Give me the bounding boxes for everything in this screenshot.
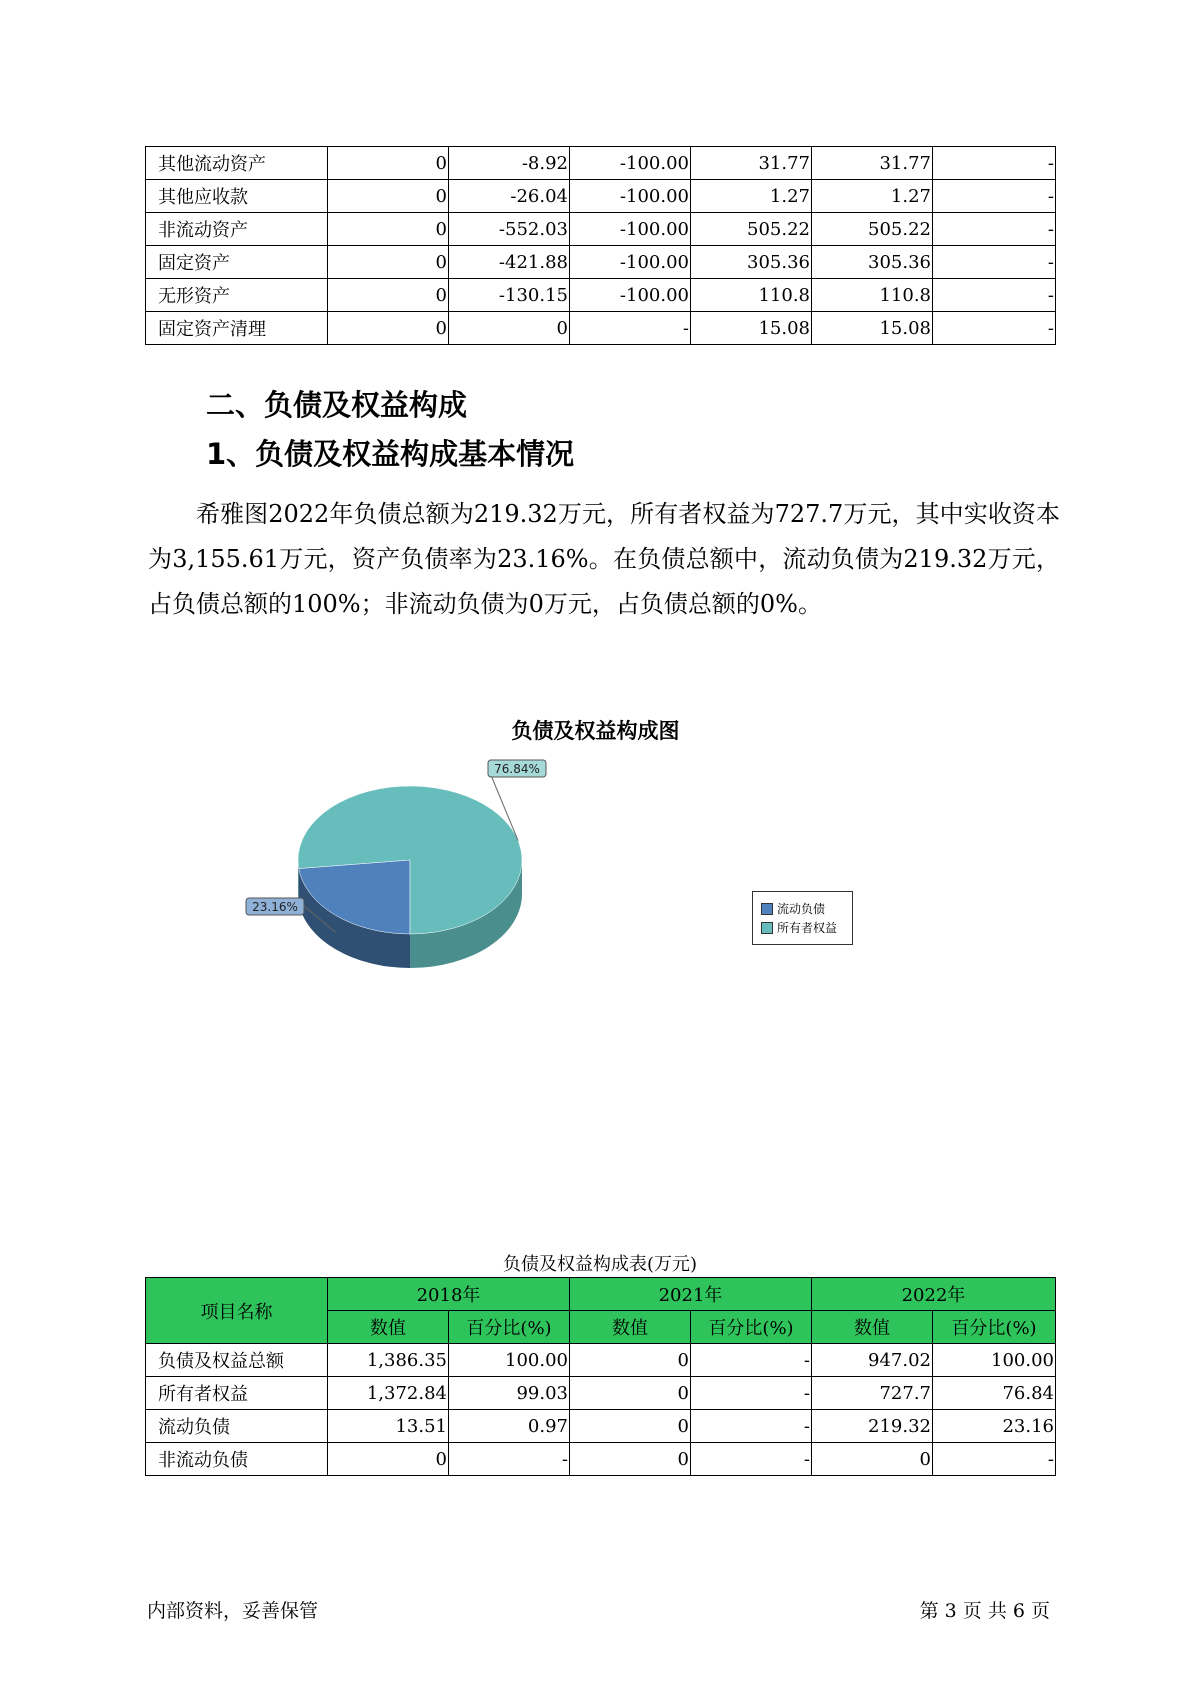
cell-value: -: [933, 246, 1056, 279]
legend-item-current-liabilities: [761, 900, 825, 917]
cell-value: -: [691, 1377, 812, 1410]
cell-value: -130.15: [449, 279, 570, 312]
row-label: 非流动负债: [146, 1443, 328, 1476]
row-label: 流动负债: [146, 1410, 328, 1443]
cell-value: -: [449, 1443, 570, 1476]
cell-value: 0: [328, 279, 449, 312]
cell-value: 0: [570, 1377, 691, 1410]
header-value: 数值: [570, 1311, 691, 1344]
row-label: 其他流动资产: [146, 147, 328, 180]
header-year: 2018年: [328, 1278, 570, 1311]
cell-value: -100.00: [570, 147, 691, 180]
cell-value: 110.8: [812, 279, 933, 312]
cell-value: 0: [328, 180, 449, 213]
cell-value: 0: [570, 1410, 691, 1443]
cell-value: -: [933, 1443, 1056, 1476]
header-percent: 百分比(%): [449, 1311, 570, 1344]
cell-value: 100.00: [933, 1344, 1056, 1377]
table-row: [146, 1377, 1056, 1410]
cell-value: 15.08: [691, 312, 812, 345]
cell-value: 0: [328, 213, 449, 246]
table-row: [146, 246, 1056, 279]
cell-value: -100.00: [570, 180, 691, 213]
header-percent: 百分比(%): [691, 1311, 812, 1344]
data-label: 23.16%: [252, 900, 298, 914]
header-value: 数值: [812, 1311, 933, 1344]
cell-value: 0: [328, 1443, 449, 1476]
cell-value: 0: [449, 312, 570, 345]
section-subheading: 1、负债及权益构成基本情况: [206, 437, 575, 471]
legend-swatch: [761, 922, 773, 934]
table-row: [146, 213, 1056, 246]
header-year: 2021年: [570, 1278, 812, 1311]
data-label: 76.84%: [494, 762, 540, 776]
header-year: 2022年: [812, 1278, 1056, 1311]
cell-value: 15.08: [812, 312, 933, 345]
cell-value: 23.16: [933, 1410, 1056, 1443]
cell-value: 505.22: [812, 213, 933, 246]
cell-value: 31.77: [812, 147, 933, 180]
cell-value: 100.00: [449, 1344, 570, 1377]
header-item-name: 项目名称: [146, 1278, 328, 1344]
cell-value: -100.00: [570, 213, 691, 246]
footer-left: 内部资料，妥善保管: [147, 1600, 319, 1622]
cell-value: -: [691, 1344, 812, 1377]
cell-value: 110.8: [691, 279, 812, 312]
cell-value: 0.97: [449, 1410, 570, 1443]
table-row: [146, 1410, 1056, 1443]
cell-value: 99.03: [449, 1377, 570, 1410]
header-value: 数值: [328, 1311, 449, 1344]
header-percent: 百分比(%): [933, 1311, 1056, 1344]
cell-value: -: [933, 213, 1056, 246]
cell-value: 305.36: [691, 246, 812, 279]
cell-value: 76.84: [933, 1377, 1056, 1410]
legend-item-equity: [761, 919, 837, 936]
cell-value: -: [933, 279, 1056, 312]
cell-value: 0: [328, 312, 449, 345]
row-label: 无形资产: [146, 279, 328, 312]
summary-paragraph: [148, 492, 1060, 627]
legend-label: 流动负债: [777, 902, 826, 916]
chart-legend: [752, 891, 853, 945]
cell-value: -8.92: [449, 147, 570, 180]
table-caption: 负债及权益构成表(万元): [502, 1254, 698, 1275]
row-label: 所有者权益: [146, 1377, 328, 1410]
table-row: [146, 1344, 1056, 1377]
page-number: 第 3 页 共 6 页: [919, 1600, 1050, 1622]
cell-value: 13.51: [328, 1410, 449, 1443]
cell-value: 0: [570, 1344, 691, 1377]
cell-value: -: [691, 1443, 812, 1476]
table-row: [146, 180, 1056, 213]
cell-value: 947.02: [812, 1344, 933, 1377]
cell-value: 0: [812, 1443, 933, 1476]
cell-value: 505.22: [691, 213, 812, 246]
cell-value: -26.04: [449, 180, 570, 213]
asset-table: [145, 146, 1056, 345]
cell-value: -421.88: [449, 246, 570, 279]
cell-value: -: [933, 147, 1056, 180]
cell-value: 1,372.84: [328, 1377, 449, 1410]
cell-value: 0: [328, 246, 449, 279]
cell-value: -: [933, 312, 1056, 345]
section-heading: 二、负债及权益构成: [206, 388, 468, 422]
table-row: [146, 1443, 1056, 1476]
cell-value: 727.7: [812, 1377, 933, 1410]
cell-value: 219.32: [812, 1410, 933, 1443]
cell-value: 31.77: [691, 147, 812, 180]
row-label: 固定资产: [146, 246, 328, 279]
row-label: 其他应收款: [146, 180, 328, 213]
cell-value: -100.00: [570, 246, 691, 279]
cell-value: 0: [570, 1443, 691, 1476]
cell-value: -: [933, 180, 1056, 213]
summary-text: 希雅图2022年负债总额为219.32万元，所有者权益为727.7万元，其中实收资本为3,155.61万元，资产负债率为23.16%。在负债总额中，流动负债为219.32万元，占负债总额的100%；非流动负债为0万元，占负债总额的0%。: [148, 500, 1060, 618]
legend-label: 所有者权益: [777, 921, 838, 935]
cell-value: -552.03: [449, 213, 570, 246]
row-label: 非流动资产: [146, 213, 328, 246]
table-row: [146, 279, 1056, 312]
cell-value: 0: [328, 147, 449, 180]
cell-value: 1,386.35: [328, 1344, 449, 1377]
legend-swatch: [761, 903, 773, 915]
cell-value: -: [691, 1410, 812, 1443]
cell-value: 1.27: [691, 180, 812, 213]
cell-value: -100.00: [570, 279, 691, 312]
chart-title: 负债及权益构成图: [511, 719, 680, 743]
row-label: 固定资产清理: [146, 312, 328, 345]
cell-value: -: [570, 312, 691, 345]
cell-value: 1.27: [812, 180, 933, 213]
table-row: [146, 147, 1056, 180]
liability-equity-table: [145, 1277, 1056, 1476]
pie-chart: [252, 762, 590, 1010]
table-row: [146, 312, 1056, 345]
cell-value: 305.36: [812, 246, 933, 279]
row-label: 负债及权益总额: [146, 1344, 328, 1377]
